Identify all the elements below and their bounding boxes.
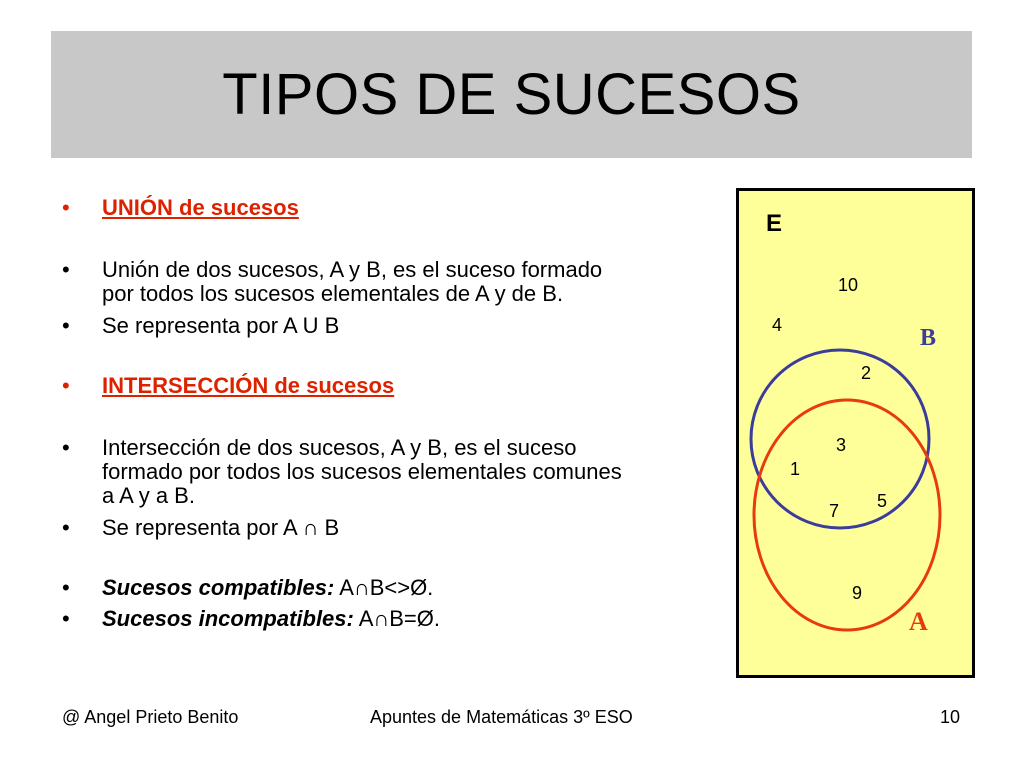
- footer-course: Apuntes de Matemáticas 3º ESO: [370, 707, 633, 727]
- intersection-definition-line1: Intersección de dos sucesos, A y B, es el suceso: [102, 435, 577, 460]
- set-b-label: B: [920, 325, 937, 351]
- element-3: 3: [836, 435, 847, 455]
- element-1: 1: [790, 459, 801, 479]
- intersection-heading: INTERSECCIÓN de sucesos: [102, 373, 395, 398]
- intersection-definition: [102, 436, 622, 508]
- union-heading: UNIÓN de sucesos: [102, 195, 299, 220]
- element-7: 7: [829, 501, 840, 521]
- venn-diagram: [736, 188, 975, 678]
- intersection-representation: Se representa por A ∩ B: [102, 515, 340, 540]
- sample-space-label: E: [766, 210, 783, 237]
- bullet-dot: •: [62, 435, 70, 460]
- compatible-label: Sucesos compatibles:: [102, 575, 335, 600]
- union-definition-line2: por todos los sucesos elementales de A y de B.: [102, 281, 564, 306]
- union-representation: Se representa por A U B: [102, 313, 340, 338]
- element-5: 5: [877, 491, 888, 511]
- set-a-circle: [754, 400, 940, 630]
- intersection-definition-line3: a A y a B.: [102, 483, 195, 508]
- footer-page-number: 10: [940, 707, 961, 727]
- element-10: 10: [838, 275, 859, 295]
- bullet-dot: •: [62, 373, 70, 398]
- page-title: TIPOS DE SUCESOS: [222, 62, 801, 127]
- intersection-definition-line2: formado por todos los sucesos elementales comunes: [102, 459, 622, 484]
- union-definition: [102, 258, 602, 306]
- incompatible-statement: [102, 607, 440, 631]
- bullet-dot: •: [62, 575, 70, 600]
- element-9: 9: [852, 583, 863, 603]
- incompatible-value: A∩B=Ø.: [353, 606, 440, 631]
- compatible-statement: [102, 576, 433, 600]
- title-bar: [51, 31, 972, 158]
- footer-author: @ Angel Prieto Benito: [62, 707, 239, 727]
- compatible-value: A∩B<>Ø.: [334, 575, 434, 600]
- union-definition-line1: Unión de dos sucesos, A y B, es el suceso formado: [102, 257, 603, 282]
- bullet-dot: •: [62, 515, 70, 540]
- bullet-dot: •: [62, 313, 70, 338]
- bullet-dot: •: [62, 257, 70, 282]
- set-a-label: A: [909, 607, 928, 636]
- element-2: 2: [861, 363, 872, 383]
- incompatible-label: Sucesos incompatibles:: [102, 606, 354, 631]
- bullet-dot: •: [62, 195, 70, 220]
- element-4: 4: [772, 315, 783, 335]
- bullet-dot: •: [62, 606, 70, 631]
